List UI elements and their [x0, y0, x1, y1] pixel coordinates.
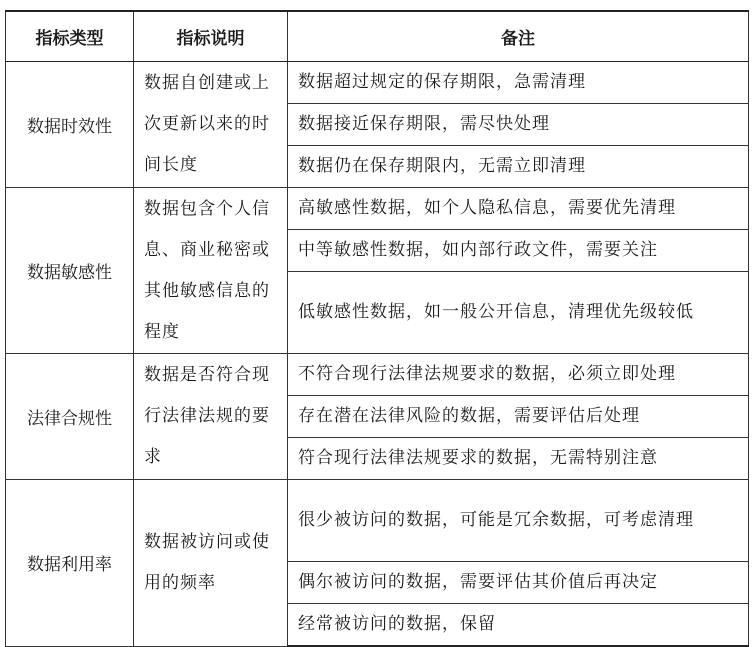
header-indicator-type: 指标类型 [6, 11, 134, 62]
indicator-type-cell: 法律合规性 [6, 354, 134, 480]
table-row [6, 480, 749, 562]
indicator-description-cell: 数据被访问或使用的频率 [134, 480, 288, 647]
indicator-type-cell: 数据利用率 [6, 480, 134, 647]
remark-cell: 偶尔被访问的数据，需要评估其价值后再决定 [288, 562, 749, 604]
remark-cell: 低敏感性数据，如一般公开信息，清理优先级较低 [288, 272, 749, 354]
indicator-type-cell: 数据敏感性 [6, 188, 134, 354]
header-row [6, 11, 749, 62]
indicator-type-cell: 数据时效性 [6, 62, 134, 188]
indicator-description-cell: 数据是否符合现行法律法规的要求 [134, 354, 288, 480]
indicator-description-cell: 数据自创建或上次更新以来的时间长度 [134, 62, 288, 188]
remark-cell: 高敏感性数据，如个人隐私信息，需要优先清理 [288, 188, 749, 230]
remark-cell: 符合现行法律法规要求的数据，无需特别注意 [288, 438, 749, 480]
table-row [6, 354, 749, 396]
indicator-description-cell: 数据包含个人信息、商业秘密或其他敏感信息的程度 [134, 188, 288, 354]
remark-cell: 存在潜在法律风险的数据，需要评估后处理 [288, 396, 749, 438]
header-indicator-description: 指标说明 [134, 11, 288, 62]
remark-cell: 数据仍在保存期限内，无需立即清理 [288, 146, 749, 188]
remark-cell: 不符合现行法律法规要求的数据，必须立即处理 [288, 354, 749, 396]
table-row [6, 188, 749, 230]
remark-cell: 经常被访问的数据，保留 [288, 604, 749, 647]
remark-cell: 很少被访问的数据，可能是冗余数据，可考虑清理 [288, 480, 749, 562]
header-remarks: 备注 [288, 11, 749, 62]
indicator-table [5, 10, 749, 647]
indicator-table-container [5, 10, 749, 647]
table-row [6, 62, 749, 104]
remark-cell: 数据超过规定的保存期限，急需清理 [288, 62, 749, 104]
remark-cell: 中等敏感性数据，如内部行政文件，需要关注 [288, 230, 749, 272]
remark-cell: 数据接近保存期限，需尽快处理 [288, 104, 749, 146]
